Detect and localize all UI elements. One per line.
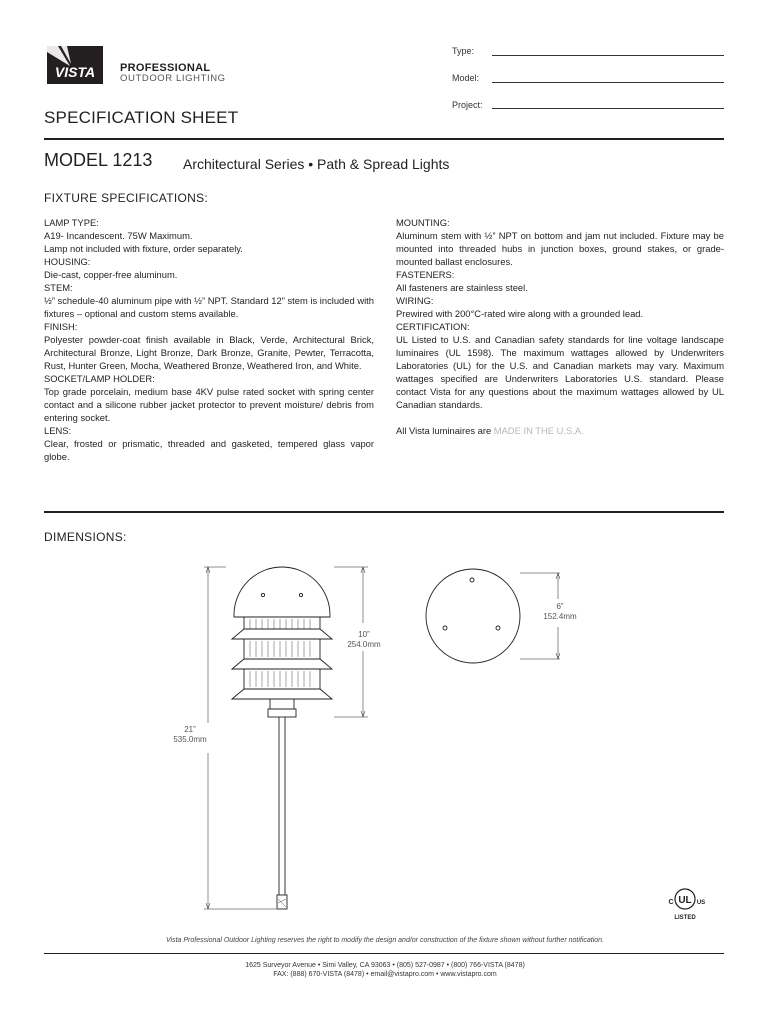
head-height-mm: 254.0mm xyxy=(347,640,381,649)
total-height-inches: 21” xyxy=(184,725,196,734)
spec-lamp-heading: LAMP TYPE: xyxy=(44,217,99,228)
project-label: Project: xyxy=(452,100,483,110)
disclaimer: Vista Professional Outdoor Lighting reserves the right to modify the design and/or construction of the fixture shown without further notification. xyxy=(166,937,604,944)
spec-lens-text: Clear, frosted or prismatic, threaded and gasketed, tempered glass vapor globe. xyxy=(44,438,374,462)
spec-certification-text: UL Listed to U.S. and Canadian safety standards for line voltage landscape luminaires (UL 1598). The maximum wattages allowed by Underwriters Laboratories (UL) for the U.S. and Canadian markets may vary. Maximum wattages specified are Underwriters Laboratories U.S. standard. Please contact Vista for any questions about the maximum wattages allowed by UL Canadian standards. xyxy=(396,334,724,410)
specs-right-column xyxy=(396,216,724,437)
brand-name: PROFESSIONAL xyxy=(120,62,211,74)
brand-tagline: OUTDOOR LIGHTING xyxy=(120,73,226,84)
ul-listed-mark xyxy=(656,882,714,922)
project-field[interactable] xyxy=(492,108,724,109)
spec-mounting-heading: MOUNTING: xyxy=(396,217,450,228)
head-height-label xyxy=(334,630,394,650)
top-diameter-inches: 6” xyxy=(556,602,564,611)
spec-mounting-text: Aluminum stem with ½” NPT on bottom and jam nut included. Fixture may be mounted into threaded hubs in junction boxes, ground stakes, or grade-mounted ballast enclosures. xyxy=(396,230,724,267)
dimensions-divider xyxy=(44,511,724,513)
spec-wiring-heading: WIRING: xyxy=(396,295,434,306)
model-series: Architectural Series • Path & Spread Lights xyxy=(183,156,450,172)
model-label: Model: xyxy=(452,73,480,83)
spec-socket-heading: SOCKET/LAMP HOLDER: xyxy=(44,373,155,384)
spec-socket-text: Top grade porcelain, medium base 4KV pulse rated socket with spring center contact and a silicone rubber jacket protector to prevent moisture/ debris from entering socket. xyxy=(44,386,374,423)
made-in-usa xyxy=(396,424,724,437)
footer-divider xyxy=(44,953,724,954)
svg-text:VISTA: VISTA xyxy=(54,64,96,80)
top-diameter-label xyxy=(530,602,590,622)
model-field[interactable] xyxy=(492,82,724,83)
spec-wiring-text: Prewired with 200°C-rated wire along with a grounded lead. xyxy=(396,308,644,319)
footer-contact: FAX: (888) 670-VISTA (8478) • email@vistapro.com • www.vistapro.com xyxy=(273,971,497,978)
spec-housing-heading: HOUSING: xyxy=(44,256,91,267)
vista-logo xyxy=(44,44,106,86)
header-divider xyxy=(44,138,724,140)
total-height-label xyxy=(160,725,220,745)
spec-fasteners-text: All fasteners are stainless steel. xyxy=(396,282,528,293)
svg-text:LISTED: LISTED xyxy=(674,915,696,921)
fixture-drawing xyxy=(180,555,560,925)
type-field[interactable] xyxy=(492,55,724,56)
spec-stem-heading: STEM: xyxy=(44,282,73,293)
spec-lamp-text: A19- Incandescent. 75W Maximum. Lamp not included with fixture, order separately. xyxy=(44,230,243,254)
svg-text:US: US xyxy=(696,900,706,906)
made-highlight: MADE IN THE U.S.A. xyxy=(493,425,584,436)
spec-fasteners-heading: FASTENERS: xyxy=(396,269,455,280)
fixture-heading: FIXTURE SPECIFICATIONS: xyxy=(44,191,209,205)
svg-text:C: C xyxy=(668,899,674,906)
specs-left-column xyxy=(44,216,374,463)
footer-address: 1625 Surveyor Avenue • Simi Valley, CA 93063 • (805) 527-0987 • (800) 766-VISTA (8478) xyxy=(245,962,525,969)
model-title: MODEL 1213 xyxy=(44,150,153,170)
type-label: Type: xyxy=(452,46,475,56)
sheet-title: SPECIFICATION SHEET xyxy=(44,108,239,127)
top-diameter-mm: 152.4mm xyxy=(543,612,577,621)
spec-housing-text: Die-cast, copper-free aluminum. xyxy=(44,269,178,280)
spec-finish-heading: FINISH: xyxy=(44,321,78,332)
spec-stem-text: ½” schedule-40 aluminum pipe with ½” NPT. Standard 12” stem is included with fixtures – optional and custom stems available. xyxy=(44,295,374,319)
spec-certification-heading: CERTIFICATION: xyxy=(396,321,470,332)
svg-text:UL: UL xyxy=(678,895,692,906)
head-height-inches: 10” xyxy=(358,630,370,639)
total-height-mm: 535.0mm xyxy=(173,735,207,744)
spec-lens-heading: LENS: xyxy=(44,425,72,436)
made-prefix: All Vista luminaires are xyxy=(396,425,494,436)
spec-finish-text: Polyester powder-coat finish available in Black, Verde, Architectural Brick, Architectural Bronze, Light Bronze, Dark Bronze, Granite, Pewter, Terracotta, Rust, Hunter Green, Mocha, Weathered Bronze, Weathered Iron, and White. xyxy=(44,334,374,371)
dimensions-heading: DIMENSIONS: xyxy=(44,530,127,544)
